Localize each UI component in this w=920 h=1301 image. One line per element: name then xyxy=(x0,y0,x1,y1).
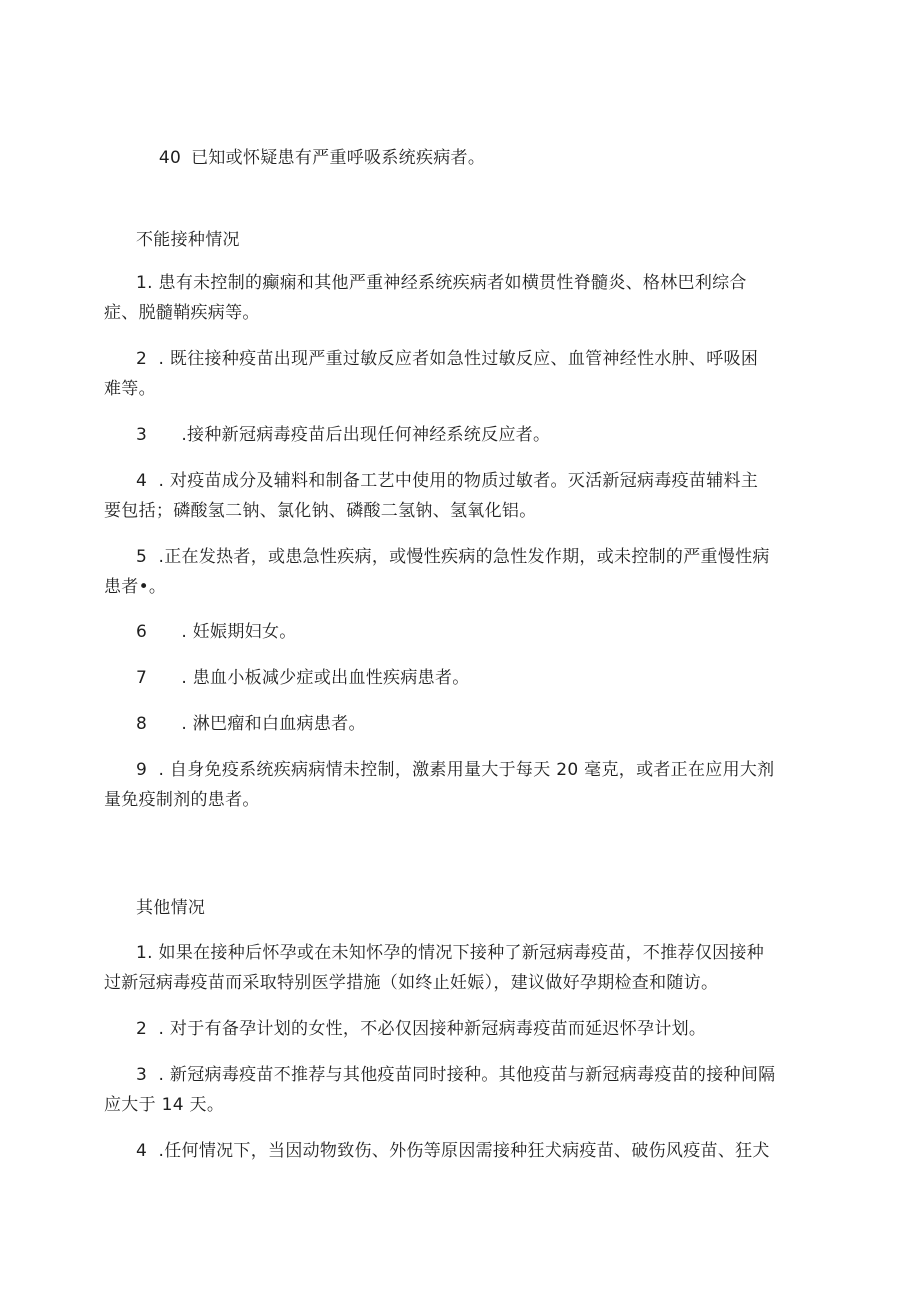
contra-item-5-line1: 5 .正在发热者，或患急性疾病，或慢性疾病的急性发作期，或未控制的严重慢性病 xyxy=(136,547,770,567)
contra-item-9-line1: 9 . 自身免疫系统疾病病情未控制，激素用量大于每天 20 毫克，或者正在应用大剂 xyxy=(136,760,775,780)
contra-item-7-line1: 7 . 患血小板减少症或出血性疾病患者。 xyxy=(136,668,470,688)
contra-item-1-line1: 1. 患有未控制的癫痫和其他严重神经系统疾病者如横贯性脊髓炎、格林巴利综合 xyxy=(136,273,747,293)
contra-item-6-line1: 6 . 妊娠期妇女。 xyxy=(136,622,297,642)
contra-item-5-line2: 患者•。 xyxy=(104,577,167,597)
contra-item-2-line2: 难等。 xyxy=(104,379,156,399)
contra-item-8-line1: 8 . 淋巴瘤和白血病患者。 xyxy=(136,714,366,734)
contra-item-9-line2: 量免疫制剂的患者。 xyxy=(104,790,260,810)
contra-item-4-line1: 4 . 对疫苗成分及辅料和制备工艺中使用的物质过敏者。灭活新冠病毒疫苗辅料主 xyxy=(136,471,759,491)
contra-item-4-line2: 要包括；磷酸氢二钠、氯化钠、磷酸二氢钠、氢氧化铝。 xyxy=(104,501,537,521)
top-item-line xyxy=(136,113,820,203)
other-item-3-line2: 应大于 14 天。 xyxy=(104,1095,225,1115)
other-item-3-line1: 3 . 新冠病毒疫苗不推荐与其他疫苗同时接种。其他疫苗与新冠病毒疫苗的接种间隔 xyxy=(136,1065,776,1085)
top-item-text: 已知或怀疑患有严重呼吸系统疾病者。 xyxy=(191,148,486,168)
contra-item-2-line1: 2 . 既往接种疫苗出现严重过敏反应者如急性过敏反应、血管神经性水肿、呼吸困 xyxy=(136,349,759,369)
top-item-number: 40 xyxy=(158,148,182,168)
other-item-2-line1: 2 . 对于有备孕计划的女性，不必仅因接种新冠病毒疫苗而延迟怀孕计划。 xyxy=(136,1019,707,1039)
contra-item-1-line2: 症、脱髓鞘疾病等。 xyxy=(104,303,260,323)
contra-item-3-line1: 3 .接种新冠病毒疫苗后出现任何神经系统反应者。 xyxy=(136,425,551,445)
other-item-1-line1: 1. 如果在接种后怀孕或在未知怀孕的情况下接种了新冠病毒疫苗，不推荐仅因接种 xyxy=(136,943,765,963)
section-heading-contraindications: 不能接种情况 xyxy=(136,230,240,250)
other-item-4-line1: 4 .任何情况下，当因动物致伤、外伤等原因需接种狂犬病疫苗、破伤风疫苗、狂犬 xyxy=(136,1141,770,1161)
section-heading-other: 其他情况 xyxy=(136,898,206,918)
other-item-1-line2: 过新冠病毒疫苗而采取特别医学措施（如终止妊娠），建议做好孕期检查和随访。 xyxy=(104,973,719,993)
